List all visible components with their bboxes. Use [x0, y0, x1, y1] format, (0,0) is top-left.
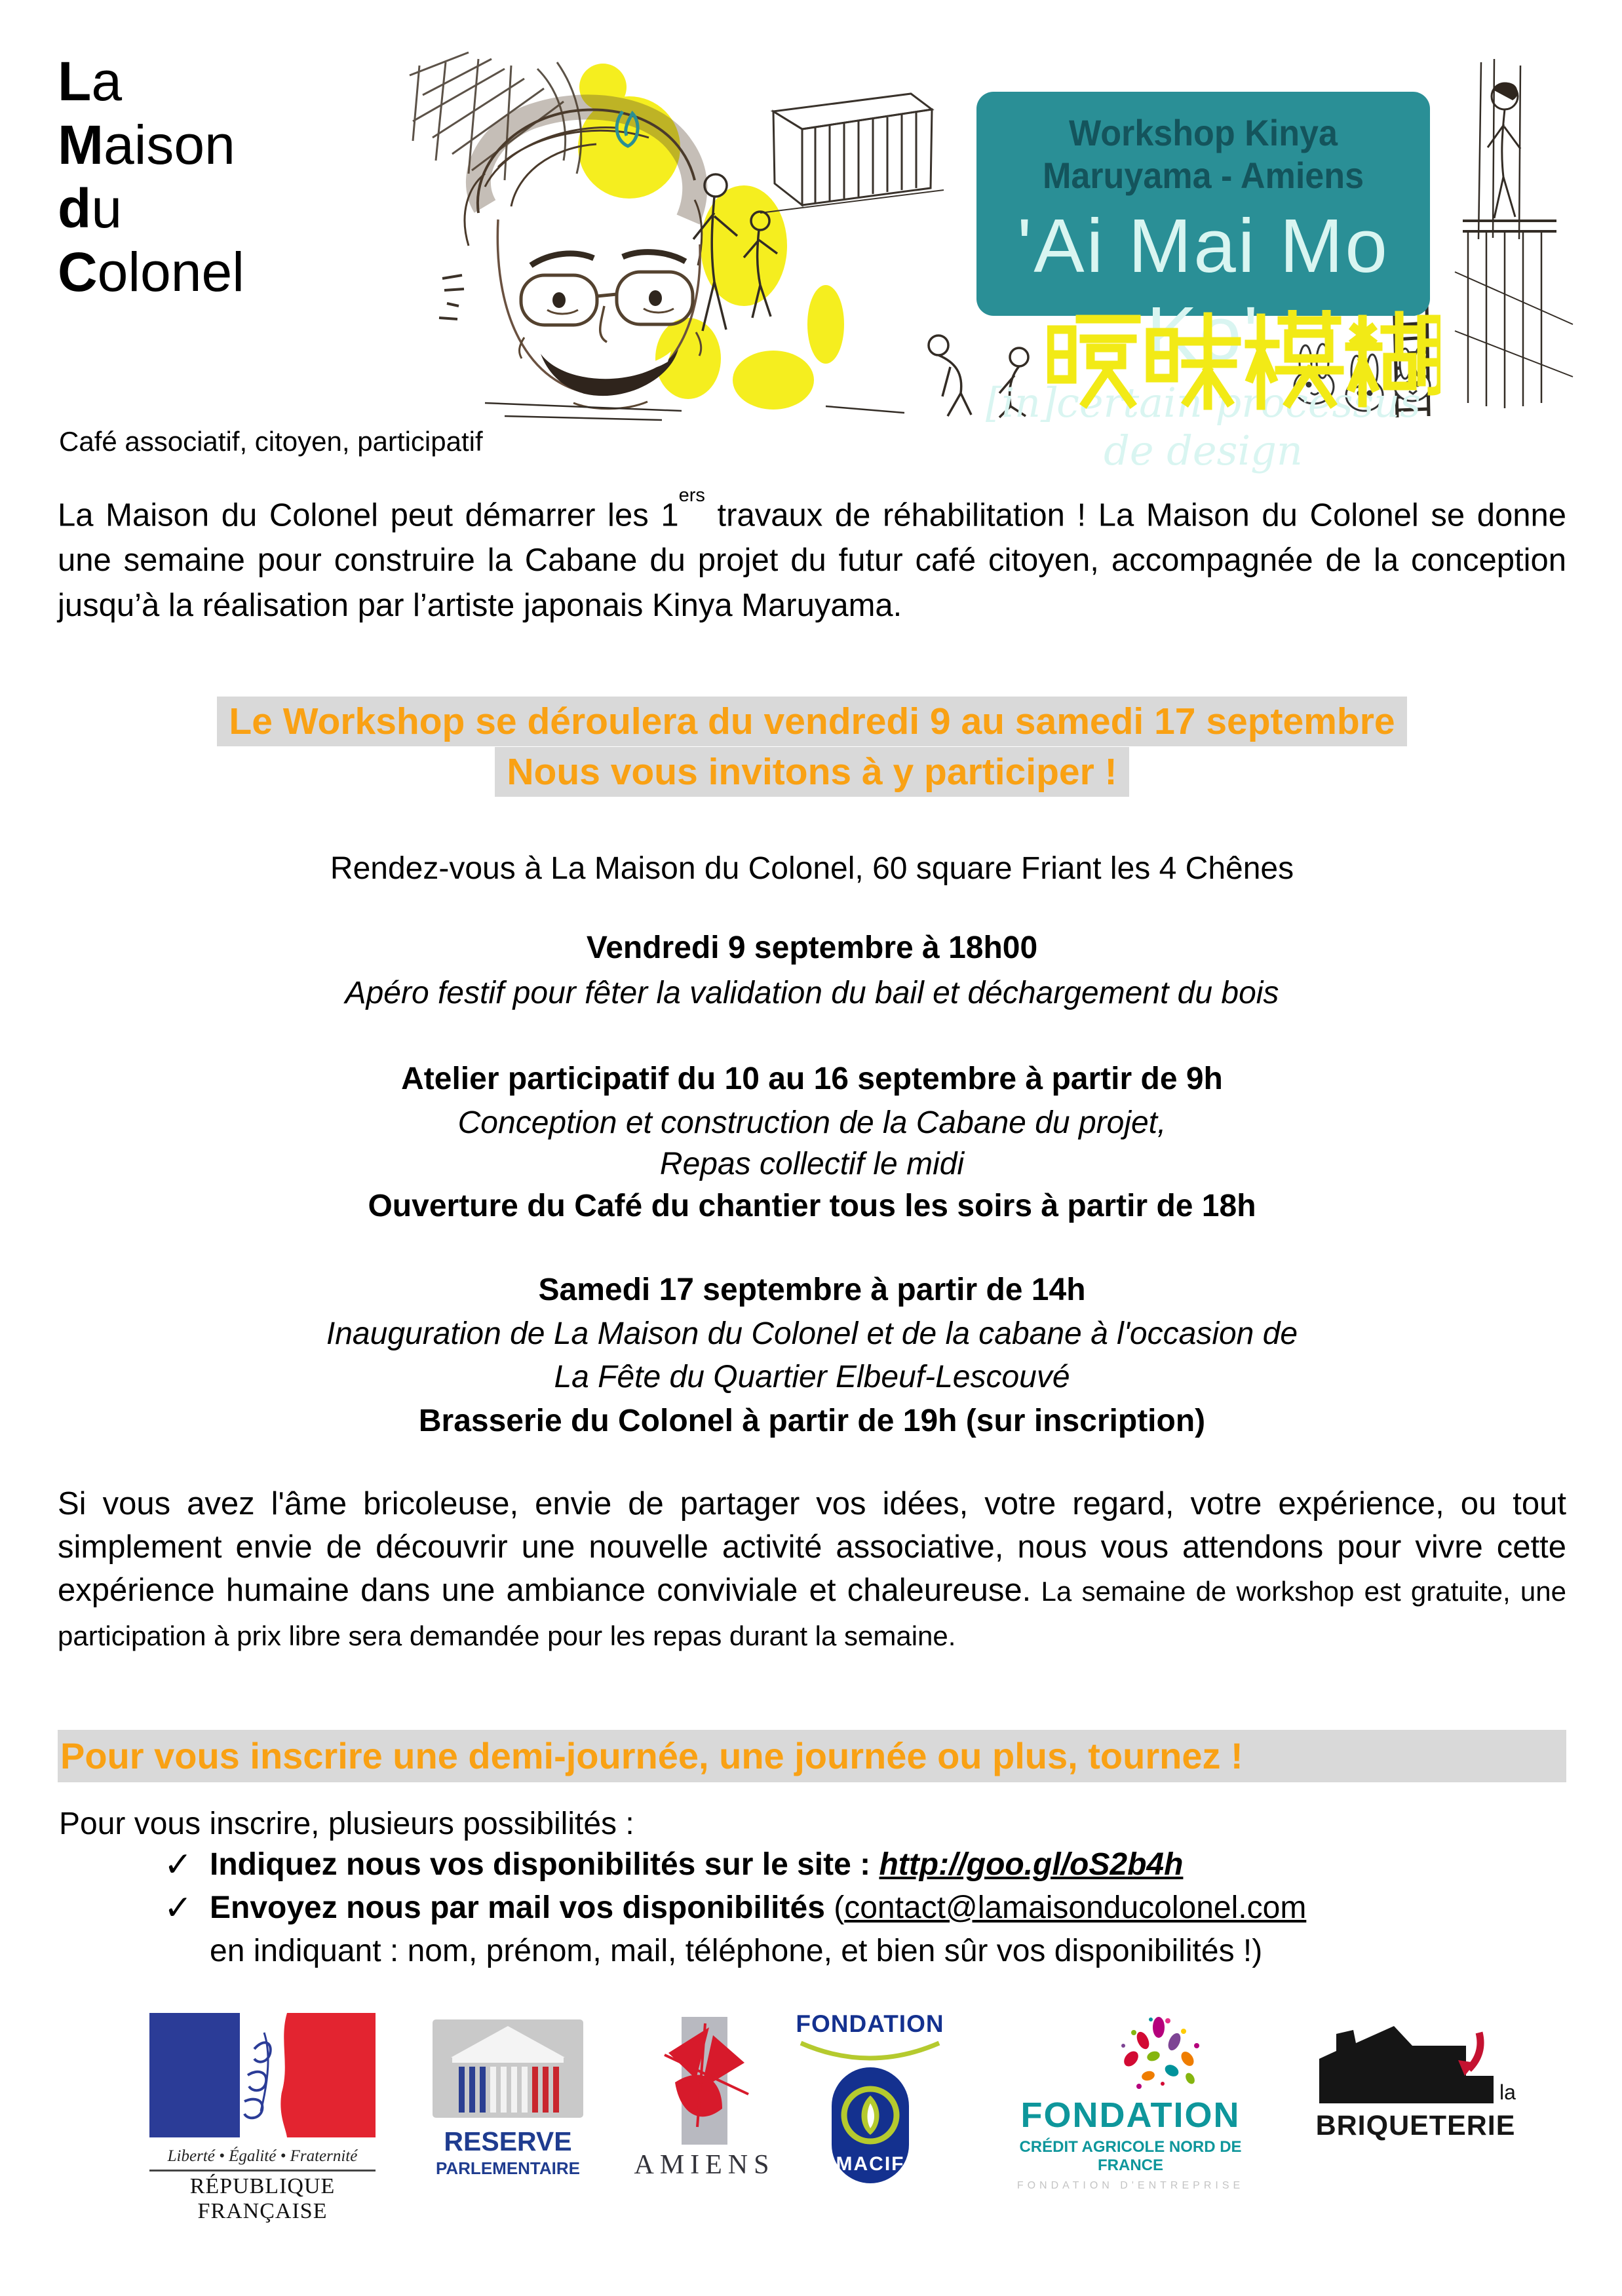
- amiens-pinwheel-icon: [623, 2017, 786, 2145]
- kanji-glyph-3: [1249, 314, 1340, 406]
- signup-item-website: ✓ Indiquez nous vos disponibilités sur le site : http://goo.gl/oS2b4h: [164, 1845, 1184, 1885]
- logo-la-briqueterie: [1314, 2019, 1517, 2142]
- logo-fondation-macif: [793, 2010, 947, 2187]
- friday-title: Vendredi 9 septembre à 18h00: [586, 930, 1038, 965]
- saturday-detail-1: Inauguration de La Maison du Colonel et de la cabane à l'occasion de: [326, 1316, 1298, 1351]
- signup-website-link[interactable]: http://goo.gl/oS2b4h: [879, 1847, 1184, 1882]
- kanji-glyph-1: [1050, 319, 1136, 403]
- title-line-1: La: [58, 50, 123, 112]
- friday-detail: Apéro festif pour fêter la validation du bail et déchargement du bois: [345, 976, 1279, 1010]
- briqueterie-la-label: la: [1499, 2080, 1516, 2104]
- scaffold-person-sketch: [1455, 59, 1573, 408]
- rf-motto: Liberté • Égalité • Fraternité: [167, 2147, 358, 2165]
- colorful-burst-icon: [1003, 2016, 1258, 2094]
- checkmark-icon: ✓: [164, 1845, 193, 1885]
- rf-name: RÉPUBLIQUE FRANÇAISE: [189, 2174, 336, 2223]
- heading-line-1: Le Workshop se déroulera du vendredi 9 au samedi 17 septembre: [217, 697, 1406, 746]
- page-subtitle: Café associatif, citoyen, participatif: [59, 426, 483, 457]
- invitation-paragraph: Si vous avez l'âme bricoleuse, envie de partager vos idées, votre regard, votre expérience, ou tout simplement envie de découvrir une nouvelle activité associative, nous vous attendons pour vivre cette expérience humaine dans une ambiance conviviale et chaleureuse. La semaine de workshop est gratuite, une participation à prix libre sera demandée pour les repas durant la semaine.: [58, 1486, 1566, 1651]
- kanji-glyph-2: [1150, 316, 1237, 406]
- kanji-glyph-4: [1349, 315, 1440, 403]
- reserve-label: RESERVE: [444, 2126, 572, 2156]
- atelier-detail-1: Conception et construction de la Cabane du projet,: [457, 1105, 1167, 1140]
- workshop-dates-heading: [58, 697, 1566, 797]
- logo-reserve-parlementaire: [433, 2019, 583, 2179]
- signup-intro: Pour vous inscrire, plusieurs possibilités :: [59, 1807, 634, 1841]
- atelier-detail-2: Repas collectif le midi: [659, 1147, 965, 1181]
- intro-paragraph: La Maison du Colonel peut démarrer les 1ers travaux de réhabilitation ! La Maison du Colonel se donne une semaine pour construire la Cabane du projet du futur café citoyen, accompagnée de la conception jusqu’à la réalisation par l’artiste japonais Kinya Maruyama.: [58, 485, 1566, 624]
- page-title: [58, 50, 244, 304]
- signup-item-email: ✓ Envoyez nous par mail vos disponibilités (contact@lamaisonducolonel.com: [164, 1888, 1307, 1928]
- macif-emblem-icon: [793, 2038, 947, 2183]
- kanji-aimaimoko-icon: [1047, 310, 1440, 411]
- briqueterie-house-icon: [1314, 2019, 1517, 2108]
- signup-heading: Pour vous inscrire une demi-journée, une journée ou plus, tournez !: [58, 1730, 1566, 1782]
- container-structure-sketch: [760, 94, 944, 213]
- amiens-label: AMIENS: [634, 2150, 775, 2180]
- signup-email-link[interactable]: contact@lamaisonducolonel.com: [844, 1890, 1307, 1925]
- heading-line-2: Nous vous invitons à y participer !: [495, 747, 1129, 797]
- banner-workshop-title: Workshop Kinya Maruyama - Amiens: [1042, 112, 1364, 196]
- superscript-ers: ers: [678, 485, 705, 506]
- atelier-detail-3: Ouverture du Café du chantier tous les soirs à partir de 18h: [368, 1189, 1256, 1223]
- atelier-title: Atelier participatif du 10 au 16 septembre à partir de 9h: [401, 1062, 1223, 1096]
- saturday-title: Samedi 17 septembre à partir de 14h: [538, 1272, 1086, 1307]
- workshop-banner: [976, 92, 1430, 474]
- saturday-detail-2: La Fête du Quartier Elbeuf-Lescouvé: [554, 1360, 1070, 1394]
- ca-entreprise-label: FONDATION D'ENTREPRISE: [1016, 2180, 1245, 2191]
- rf-divider: [149, 2170, 376, 2172]
- header-illustration: [406, 49, 1589, 474]
- title-line-2: Maison: [58, 114, 235, 176]
- checkmark-icon: ✓: [164, 1888, 193, 1928]
- parlementaire-label: PARLEMENTAIRE: [435, 2158, 581, 2178]
- macif-label: MACIF: [836, 2153, 905, 2175]
- macif-fondation-label: FONDATION: [796, 2010, 944, 2037]
- title-line-4: Colonel: [58, 241, 244, 303]
- parliament-columns-icon: [433, 2019, 583, 2118]
- banner-aimaimoko: 'Ai Mai Mo Ko': [1017, 203, 1389, 376]
- french-flag-marianne-icon: [149, 2013, 376, 2137]
- logo-amiens: [623, 2017, 786, 2181]
- banner-design-subtitle: [in]certain processus de design: [986, 379, 1421, 474]
- title-line-3: du: [58, 178, 123, 239]
- ca-name-label: CRÉDIT AGRICOLE NORD DE FRANCE: [1019, 2138, 1242, 2174]
- logo-republique-francaise: [149, 2013, 376, 2224]
- ca-fondation-label: FONDATION: [1020, 2095, 1241, 2135]
- signup-item-email-continuation: en indiquant : nom, prénom, mail, téléphone, et bien sûr vos disponibilités !): [210, 1934, 1263, 1968]
- logo-fondation-credit-agricole: [1003, 2016, 1258, 2192]
- briqueterie-label: BRIQUETERIE: [1315, 2110, 1516, 2141]
- rendezvous-line: Rendez-vous à La Maison du Colonel, 60 square Friant les 4 Chênes: [330, 851, 1294, 886]
- saturday-detail-3: Brasserie du Colonel à partir de 19h (sur inscription): [418, 1404, 1206, 1438]
